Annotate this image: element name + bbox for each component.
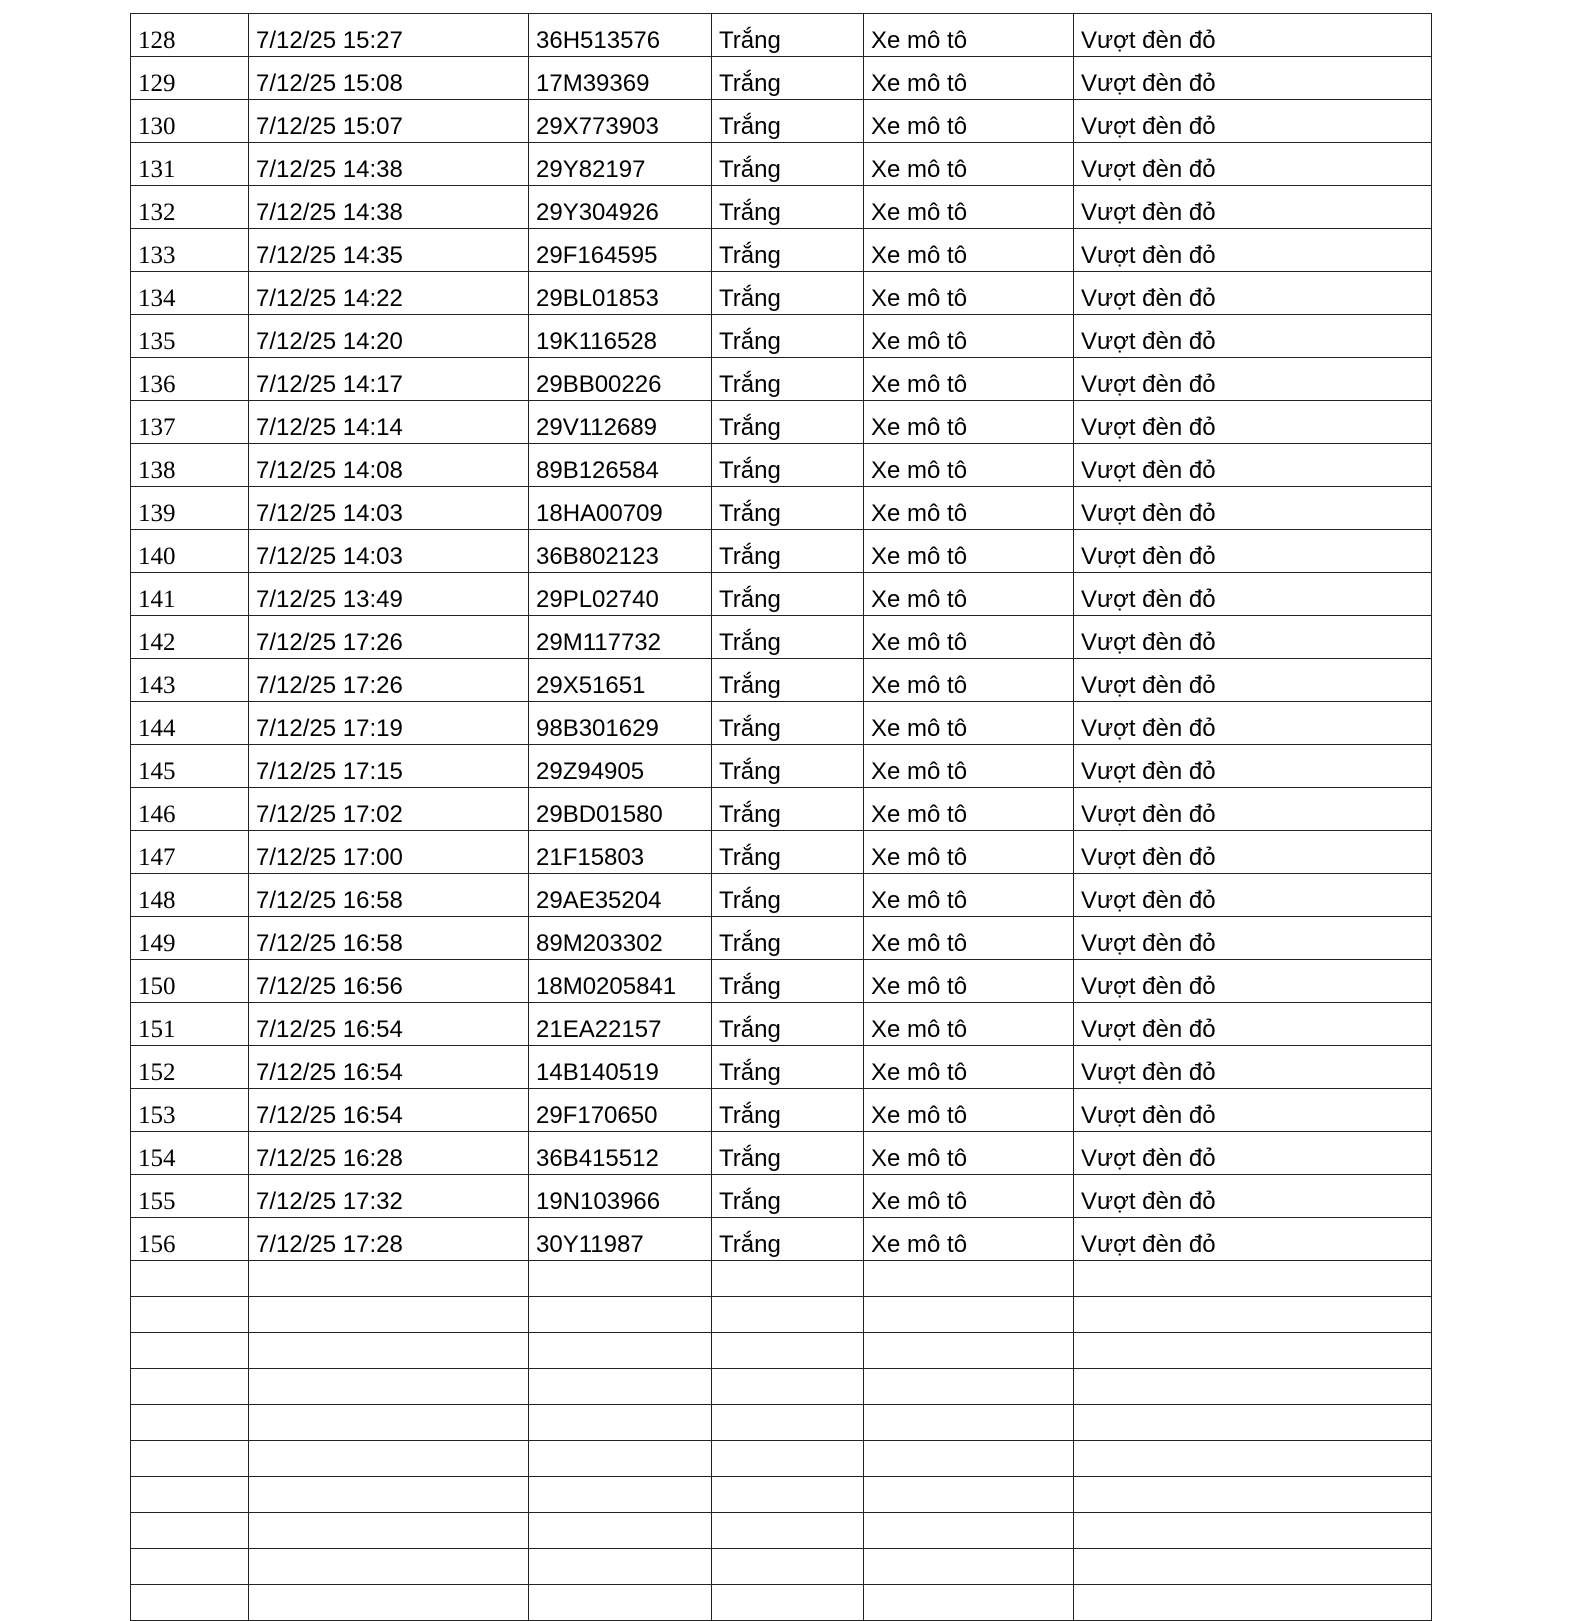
table-row	[131, 1175, 1432, 1218]
color-cell: Trắng	[712, 1046, 864, 1089]
stt-cell: 138	[131, 444, 249, 487]
violation-cell: Vượt đèn đỏ	[1074, 57, 1432, 100]
color-cell: Trắng	[712, 1218, 864, 1261]
violation-cell: Vượt đèn đỏ	[1074, 487, 1432, 530]
plate-cell: 18HA00709	[529, 487, 712, 530]
vehicle-type-cell: Xe mô tô	[864, 745, 1074, 788]
stt-cell: 142	[131, 616, 249, 659]
color-cell: Trắng	[712, 14, 864, 57]
stt-cell: 151	[131, 1003, 249, 1046]
vehicle-type-cell: Xe mô tô	[864, 358, 1074, 401]
violation-cell	[1074, 1477, 1432, 1513]
table-row	[131, 530, 1432, 573]
color-cell: Trắng	[712, 444, 864, 487]
time-cell	[249, 1441, 529, 1477]
plate-cell: 29BL01853	[529, 272, 712, 315]
time-cell	[249, 1261, 529, 1297]
stt-cell: 132	[131, 186, 249, 229]
violation-cell: Vượt đèn đỏ	[1074, 14, 1432, 57]
color-cell: Trắng	[712, 573, 864, 616]
color-cell: Trắng	[712, 745, 864, 788]
stt-cell: 147	[131, 831, 249, 874]
stt-cell: 133	[131, 229, 249, 272]
stt-cell	[131, 1405, 249, 1441]
time-cell: 7/12/25 14:03	[249, 487, 529, 530]
stt-cell: 144	[131, 702, 249, 745]
stt-cell: 131	[131, 143, 249, 186]
time-cell: 7/12/25 17:02	[249, 788, 529, 831]
stt-cell: 154	[131, 1132, 249, 1175]
vehicle-type-cell: Xe mô tô	[864, 1175, 1074, 1218]
violation-cell: Vượt đèn đỏ	[1074, 100, 1432, 143]
vehicle-type-cell: Xe mô tô	[864, 874, 1074, 917]
stt-cell	[131, 1261, 249, 1297]
table-row	[131, 874, 1432, 917]
plate-cell: 29M117732	[529, 616, 712, 659]
violation-cell: Vượt đèn đỏ	[1074, 444, 1432, 487]
color-cell: Trắng	[712, 659, 864, 702]
stt-cell: 139	[131, 487, 249, 530]
violation-cell: Vượt đèn đỏ	[1074, 401, 1432, 444]
stt-cell: 148	[131, 874, 249, 917]
time-cell: 7/12/25 14:17	[249, 358, 529, 401]
vehicle-type-cell: Xe mô tô	[864, 573, 1074, 616]
color-cell: Trắng	[712, 57, 864, 100]
stt-cell	[131, 1441, 249, 1477]
plate-cell	[529, 1369, 712, 1405]
table-row	[131, 1513, 1432, 1549]
vehicle-type-cell: Xe mô tô	[864, 57, 1074, 100]
vehicle-type-cell: Xe mô tô	[864, 1089, 1074, 1132]
violation-cell	[1074, 1549, 1432, 1585]
time-cell: 7/12/25 16:54	[249, 1003, 529, 1046]
color-cell: Trắng	[712, 100, 864, 143]
vehicle-type-cell	[864, 1333, 1074, 1369]
table-row	[131, 831, 1432, 874]
stt-cell	[131, 1513, 249, 1549]
color-cell: Trắng	[712, 616, 864, 659]
violation-cell: Vượt đèn đỏ	[1074, 315, 1432, 358]
time-cell: 7/12/25 16:54	[249, 1089, 529, 1132]
vehicle-type-cell: Xe mô tô	[864, 960, 1074, 1003]
violation-cell: Vượt đèn đỏ	[1074, 659, 1432, 702]
table-row	[131, 1369, 1432, 1405]
time-cell: 7/12/25 13:49	[249, 573, 529, 616]
stt-cell: 135	[131, 315, 249, 358]
stt-cell: 149	[131, 917, 249, 960]
plate-cell: 29BD01580	[529, 788, 712, 831]
table-row	[131, 1333, 1432, 1369]
plate-cell: 29PL02740	[529, 573, 712, 616]
plate-cell	[529, 1261, 712, 1297]
color-cell: Trắng	[712, 1132, 864, 1175]
time-cell	[249, 1549, 529, 1585]
stt-cell: 140	[131, 530, 249, 573]
violation-cell	[1074, 1585, 1432, 1621]
color-cell: Trắng	[712, 1089, 864, 1132]
vehicle-type-cell: Xe mô tô	[864, 702, 1074, 745]
plate-cell	[529, 1405, 712, 1441]
stt-cell: 129	[131, 57, 249, 100]
violation-cell	[1074, 1513, 1432, 1549]
time-cell: 7/12/25 16:54	[249, 1046, 529, 1089]
plate-cell: 29X773903	[529, 100, 712, 143]
color-cell: Trắng	[712, 831, 864, 874]
table-row	[131, 1003, 1432, 1046]
time-cell: 7/12/25 17:26	[249, 616, 529, 659]
table-row	[131, 1477, 1432, 1513]
violation-cell: Vượt đèn đỏ	[1074, 573, 1432, 616]
time-cell: 7/12/25 14:08	[249, 444, 529, 487]
vehicle-type-cell: Xe mô tô	[864, 272, 1074, 315]
color-cell	[712, 1585, 864, 1621]
violation-cell: Vượt đèn đỏ	[1074, 229, 1432, 272]
plate-cell: 29V112689	[529, 401, 712, 444]
color-cell: Trắng	[712, 186, 864, 229]
vehicle-type-cell: Xe mô tô	[864, 487, 1074, 530]
color-cell: Trắng	[712, 143, 864, 186]
plate-cell: 89B126584	[529, 444, 712, 487]
vehicle-type-cell	[864, 1297, 1074, 1333]
stt-cell: 130	[131, 100, 249, 143]
table-row	[131, 573, 1432, 616]
table-row	[131, 1218, 1432, 1261]
plate-cell: 17M39369	[529, 57, 712, 100]
violation-cell: Vượt đèn đỏ	[1074, 186, 1432, 229]
time-cell	[249, 1513, 529, 1549]
table-row	[131, 702, 1432, 745]
violation-cell	[1074, 1297, 1432, 1333]
color-cell: Trắng	[712, 788, 864, 831]
plate-cell: 89M203302	[529, 917, 712, 960]
violation-cell	[1074, 1369, 1432, 1405]
time-cell: 7/12/25 14:22	[249, 272, 529, 315]
table-row	[131, 100, 1432, 143]
table-row	[131, 1405, 1432, 1441]
table-row	[131, 401, 1432, 444]
time-cell: 7/12/25 15:07	[249, 100, 529, 143]
time-cell: 7/12/25 14:35	[249, 229, 529, 272]
time-cell: 7/12/25 17:00	[249, 831, 529, 874]
violations-table	[130, 13, 1432, 1621]
time-cell: 7/12/25 14:38	[249, 143, 529, 186]
violation-cell: Vượt đèn đỏ	[1074, 917, 1432, 960]
time-cell	[249, 1297, 529, 1333]
table-row	[131, 1441, 1432, 1477]
plate-cell: 29AE35204	[529, 874, 712, 917]
table-row	[131, 487, 1432, 530]
table-row	[131, 1132, 1432, 1175]
color-cell	[712, 1513, 864, 1549]
stt-cell	[131, 1585, 249, 1621]
violation-cell: Vượt đèn đỏ	[1074, 143, 1432, 186]
plate-cell: 29Z94905	[529, 745, 712, 788]
violation-cell: Vượt đèn đỏ	[1074, 745, 1432, 788]
vehicle-type-cell	[864, 1585, 1074, 1621]
table-row	[131, 444, 1432, 487]
color-cell	[712, 1297, 864, 1333]
plate-cell: 21EA22157	[529, 1003, 712, 1046]
violation-cell: Vượt đèn đỏ	[1074, 960, 1432, 1003]
vehicle-type-cell: Xe mô tô	[864, 917, 1074, 960]
table-row	[131, 745, 1432, 788]
vehicle-type-cell: Xe mô tô	[864, 444, 1074, 487]
plate-cell	[529, 1297, 712, 1333]
table-row	[131, 616, 1432, 659]
stt-cell: 136	[131, 358, 249, 401]
plate-cell: 29F164595	[529, 229, 712, 272]
color-cell: Trắng	[712, 358, 864, 401]
plate-cell	[529, 1477, 712, 1513]
time-cell	[249, 1585, 529, 1621]
time-cell	[249, 1477, 529, 1513]
color-cell	[712, 1405, 864, 1441]
color-cell	[712, 1441, 864, 1477]
color-cell: Trắng	[712, 530, 864, 573]
vehicle-type-cell	[864, 1405, 1074, 1441]
stt-cell: 146	[131, 788, 249, 831]
vehicle-type-cell: Xe mô tô	[864, 659, 1074, 702]
color-cell: Trắng	[712, 1175, 864, 1218]
plate-cell	[529, 1441, 712, 1477]
vehicle-type-cell	[864, 1477, 1074, 1513]
table-row	[131, 229, 1432, 272]
table-row	[131, 960, 1432, 1003]
table-row	[131, 1089, 1432, 1132]
plate-cell: 29Y304926	[529, 186, 712, 229]
color-cell	[712, 1477, 864, 1513]
vehicle-type-cell: Xe mô tô	[864, 401, 1074, 444]
color-cell: Trắng	[712, 272, 864, 315]
time-cell	[249, 1405, 529, 1441]
table-row	[131, 1585, 1432, 1621]
vehicle-type-cell: Xe mô tô	[864, 1218, 1074, 1261]
table-row	[131, 1549, 1432, 1585]
time-cell: 7/12/25 16:58	[249, 874, 529, 917]
plate-cell: 14B140519	[529, 1046, 712, 1089]
color-cell: Trắng	[712, 315, 864, 358]
color-cell	[712, 1369, 864, 1405]
vehicle-type-cell: Xe mô tô	[864, 1046, 1074, 1089]
plate-cell: 98B301629	[529, 702, 712, 745]
violation-cell: Vượt đèn đỏ	[1074, 358, 1432, 401]
violation-cell: Vượt đèn đỏ	[1074, 788, 1432, 831]
table-row	[131, 315, 1432, 358]
violation-cell: Vượt đèn đỏ	[1074, 702, 1432, 745]
violation-cell: Vượt đèn đỏ	[1074, 1003, 1432, 1046]
time-cell: 7/12/25 17:15	[249, 745, 529, 788]
time-cell: 7/12/25 14:38	[249, 186, 529, 229]
table-row	[131, 917, 1432, 960]
plate-cell: 18M0205841	[529, 960, 712, 1003]
time-cell: 7/12/25 17:28	[249, 1218, 529, 1261]
vehicle-type-cell	[864, 1261, 1074, 1297]
plate-cell	[529, 1549, 712, 1585]
time-cell: 7/12/25 16:56	[249, 960, 529, 1003]
stt-cell: 152	[131, 1046, 249, 1089]
table-row	[131, 659, 1432, 702]
violation-cell: Vượt đèn đỏ	[1074, 874, 1432, 917]
color-cell: Trắng	[712, 229, 864, 272]
violation-cell	[1074, 1261, 1432, 1297]
time-cell: 7/12/25 17:19	[249, 702, 529, 745]
violation-cell	[1074, 1333, 1432, 1369]
color-cell: Trắng	[712, 874, 864, 917]
plate-cell: 29F170650	[529, 1089, 712, 1132]
vehicle-type-cell	[864, 1513, 1074, 1549]
time-cell: 7/12/25 17:32	[249, 1175, 529, 1218]
vehicle-type-cell	[864, 1549, 1074, 1585]
vehicle-type-cell	[864, 1369, 1074, 1405]
table-row	[131, 1261, 1432, 1297]
time-cell: 7/12/25 17:26	[249, 659, 529, 702]
vehicle-type-cell: Xe mô tô	[864, 1132, 1074, 1175]
vehicle-type-cell: Xe mô tô	[864, 788, 1074, 831]
vehicle-type-cell: Xe mô tô	[864, 530, 1074, 573]
violation-cell: Vượt đèn đỏ	[1074, 1089, 1432, 1132]
table-row	[131, 57, 1432, 100]
stt-cell: 153	[131, 1089, 249, 1132]
time-cell: 7/12/25 14:03	[249, 530, 529, 573]
vehicle-type-cell: Xe mô tô	[864, 100, 1074, 143]
color-cell: Trắng	[712, 487, 864, 530]
stt-cell: 134	[131, 272, 249, 315]
color-cell: Trắng	[712, 917, 864, 960]
plate-cell: 21F15803	[529, 831, 712, 874]
stt-cell: 143	[131, 659, 249, 702]
time-cell: 7/12/25 16:58	[249, 917, 529, 960]
vehicle-type-cell	[864, 1441, 1074, 1477]
time-cell: 7/12/25 16:28	[249, 1132, 529, 1175]
table-body	[131, 14, 1432, 1621]
color-cell	[712, 1549, 864, 1585]
plate-cell	[529, 1585, 712, 1621]
color-cell: Trắng	[712, 401, 864, 444]
vehicle-type-cell: Xe mô tô	[864, 1003, 1074, 1046]
stt-cell: 128	[131, 14, 249, 57]
stt-cell	[131, 1549, 249, 1585]
vehicle-type-cell: Xe mô tô	[864, 831, 1074, 874]
violation-cell: Vượt đèn đỏ	[1074, 272, 1432, 315]
color-cell: Trắng	[712, 960, 864, 1003]
table-row	[131, 358, 1432, 401]
plate-cell: 36B415512	[529, 1132, 712, 1175]
plate-cell: 19K116528	[529, 315, 712, 358]
color-cell	[712, 1333, 864, 1369]
table-row	[131, 272, 1432, 315]
plate-cell: 36B802123	[529, 530, 712, 573]
time-cell: 7/12/25 15:27	[249, 14, 529, 57]
stt-cell: 150	[131, 960, 249, 1003]
time-cell: 7/12/25 14:20	[249, 315, 529, 358]
time-cell: 7/12/25 15:08	[249, 57, 529, 100]
stt-cell	[131, 1369, 249, 1405]
color-cell	[712, 1261, 864, 1297]
plate-cell: 29BB00226	[529, 358, 712, 401]
plate-cell: 29X51651	[529, 659, 712, 702]
table-row	[131, 14, 1432, 57]
color-cell: Trắng	[712, 702, 864, 745]
plate-cell	[529, 1513, 712, 1549]
violation-cell: Vượt đèn đỏ	[1074, 1046, 1432, 1089]
table-row	[131, 1046, 1432, 1089]
violation-cell	[1074, 1405, 1432, 1441]
stt-cell: 137	[131, 401, 249, 444]
violation-cell: Vượt đèn đỏ	[1074, 616, 1432, 659]
stt-cell	[131, 1333, 249, 1369]
time-cell	[249, 1369, 529, 1405]
vehicle-type-cell: Xe mô tô	[864, 14, 1074, 57]
vehicle-type-cell: Xe mô tô	[864, 315, 1074, 358]
table-row	[131, 1297, 1432, 1333]
time-cell	[249, 1333, 529, 1369]
stt-cell	[131, 1297, 249, 1333]
stt-cell: 145	[131, 745, 249, 788]
vehicle-type-cell: Xe mô tô	[864, 229, 1074, 272]
stt-cell: 155	[131, 1175, 249, 1218]
table-row	[131, 186, 1432, 229]
violation-cell	[1074, 1441, 1432, 1477]
table-row	[131, 788, 1432, 831]
color-cell: Trắng	[712, 1003, 864, 1046]
stt-cell	[131, 1477, 249, 1513]
violation-cell: Vượt đèn đỏ	[1074, 1132, 1432, 1175]
stt-cell: 141	[131, 573, 249, 616]
violation-cell: Vượt đèn đỏ	[1074, 1175, 1432, 1218]
stt-cell: 156	[131, 1218, 249, 1261]
violation-cell: Vượt đèn đỏ	[1074, 1218, 1432, 1261]
vehicle-type-cell: Xe mô tô	[864, 143, 1074, 186]
violation-cell: Vượt đèn đỏ	[1074, 831, 1432, 874]
table-row	[131, 143, 1432, 186]
violation-cell: Vượt đèn đỏ	[1074, 530, 1432, 573]
plate-cell	[529, 1333, 712, 1369]
time-cell: 7/12/25 14:14	[249, 401, 529, 444]
plate-cell: 30Y11987	[529, 1218, 712, 1261]
plate-cell: 29Y82197	[529, 143, 712, 186]
plate-cell: 19N103966	[529, 1175, 712, 1218]
plate-cell: 36H513576	[529, 14, 712, 57]
vehicle-type-cell: Xe mô tô	[864, 186, 1074, 229]
vehicle-type-cell: Xe mô tô	[864, 616, 1074, 659]
